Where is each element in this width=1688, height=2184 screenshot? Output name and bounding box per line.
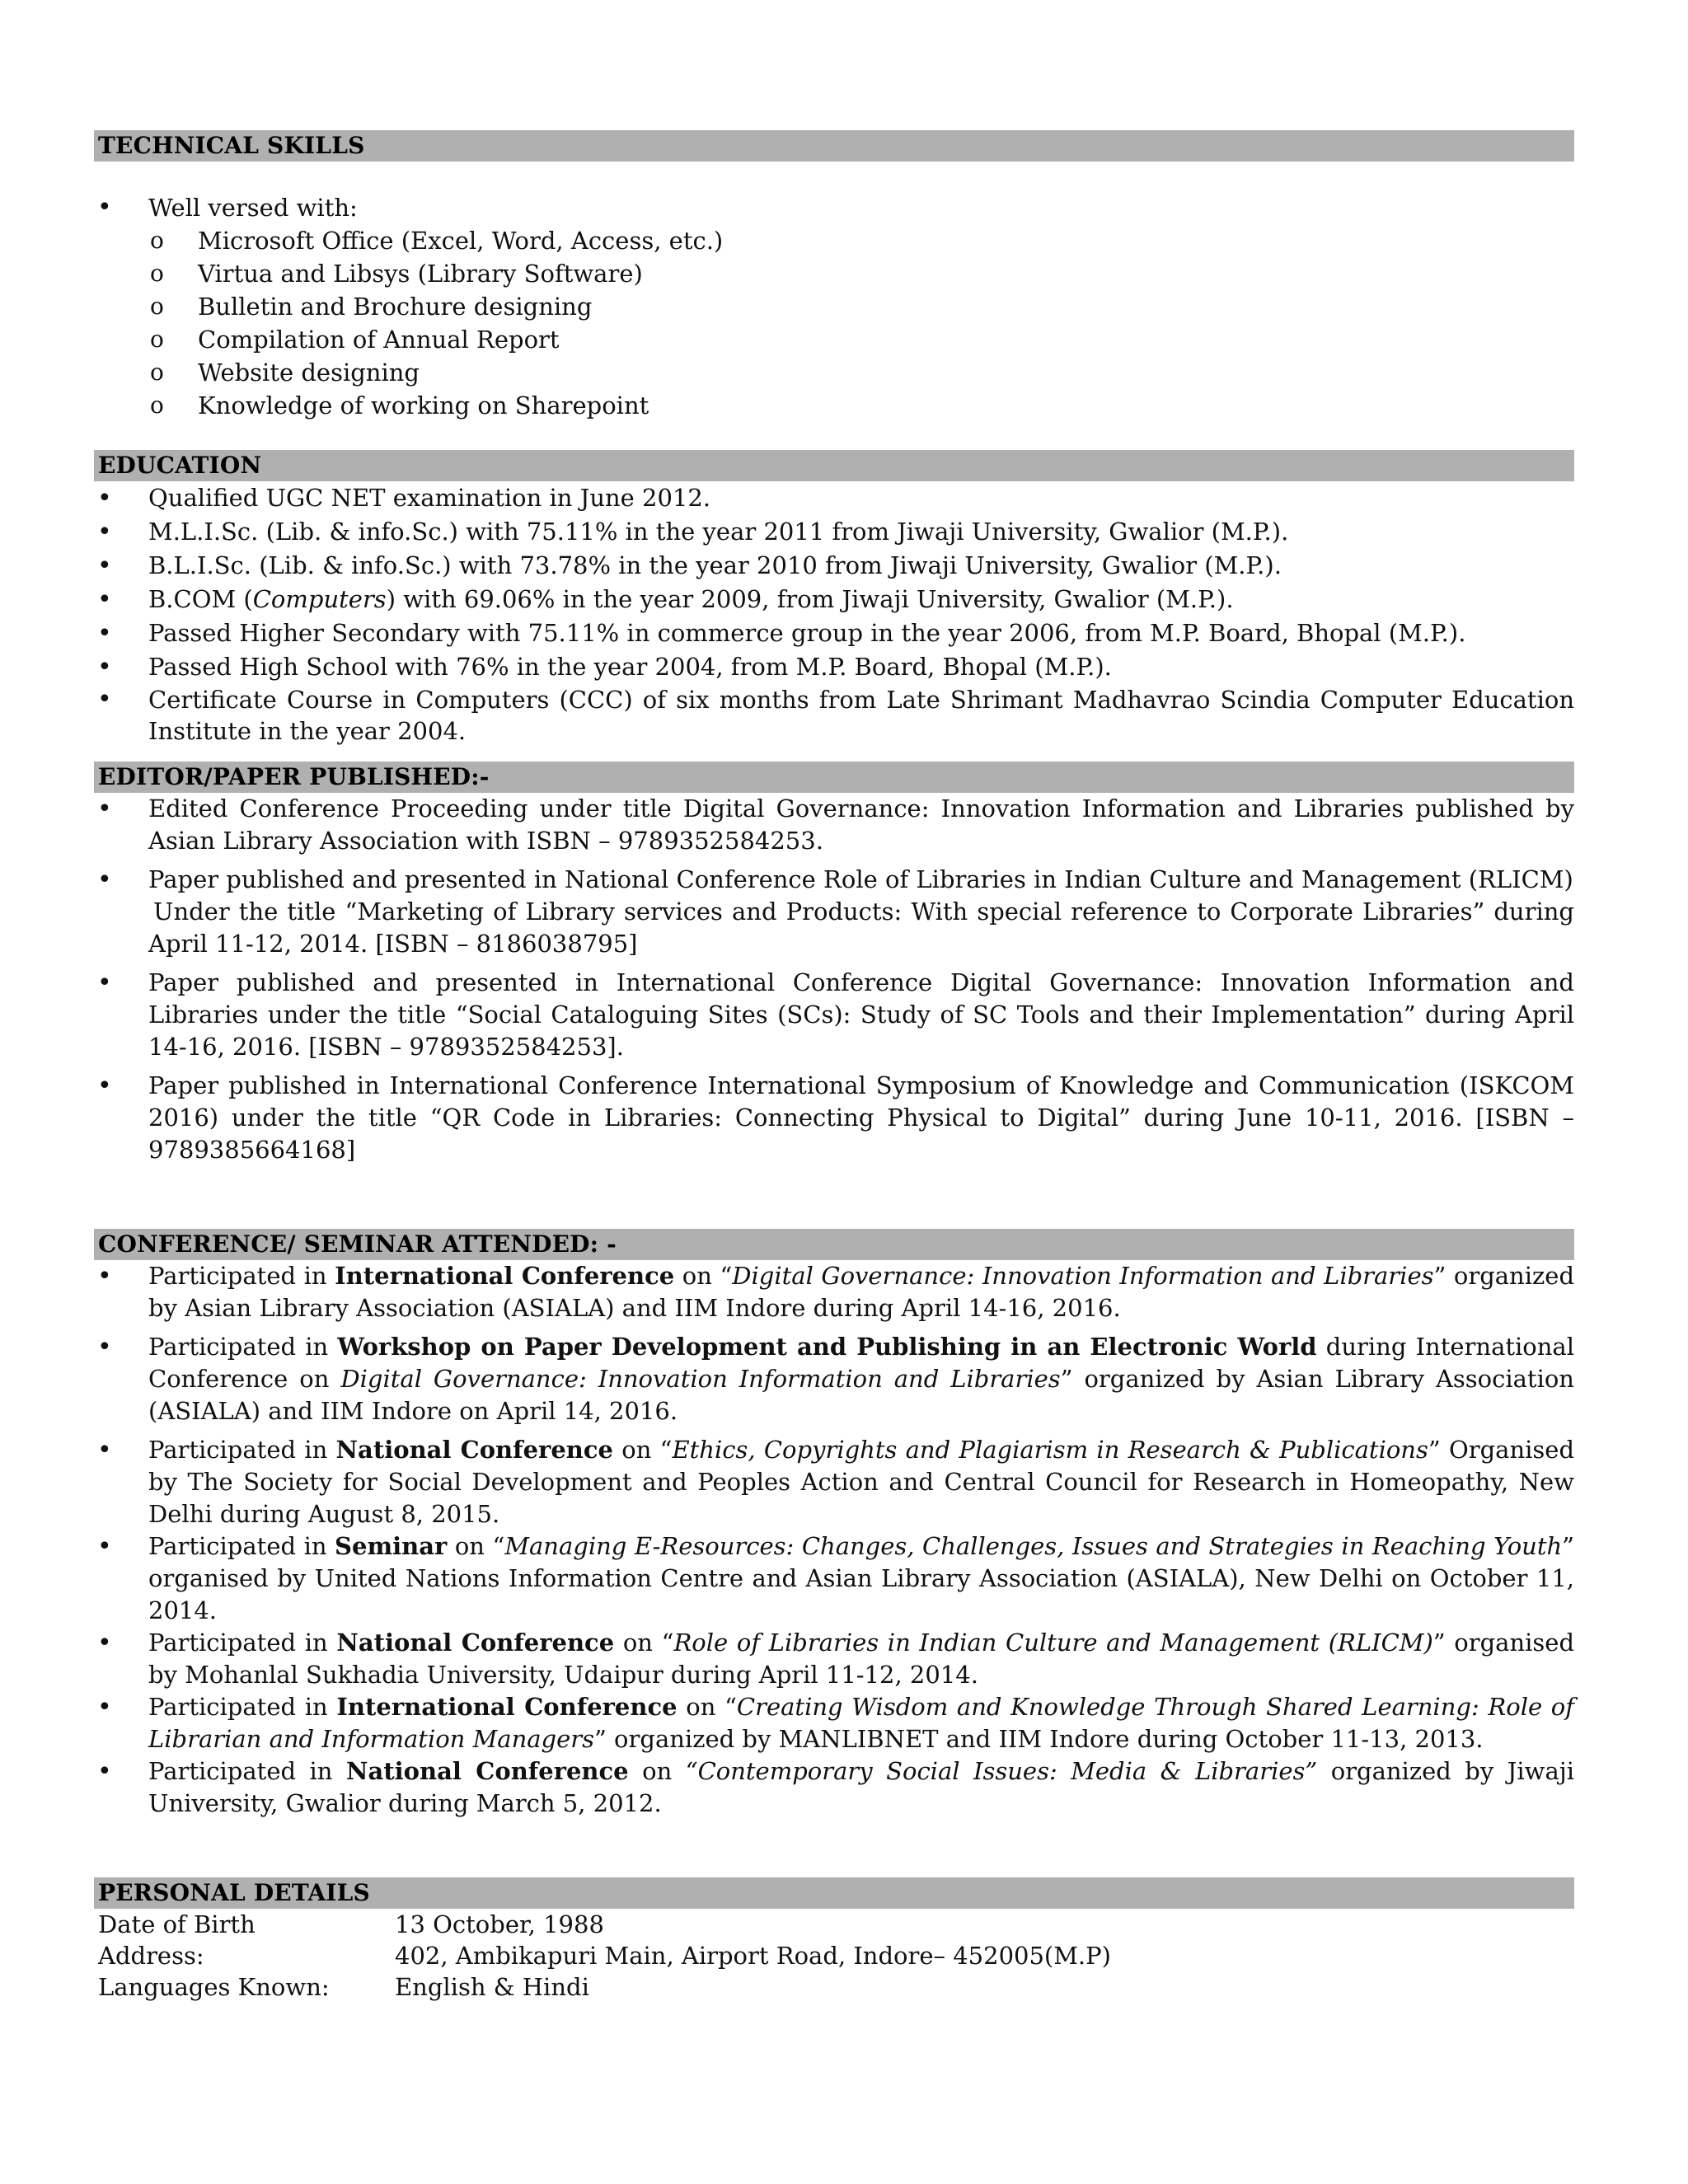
education-section xyxy=(94,450,1574,747)
list-item: • B.L.I.Sc. (Lib. & info.Sc.) with 73.78% in the year 2010 from Jiwaji University, Gwalior (M.P.). xyxy=(94,549,1574,583)
detail-label: Address: xyxy=(98,1942,204,1970)
section-header: PERSONAL DETAILS xyxy=(94,1877,1574,1909)
conference-section xyxy=(94,1229,1574,1820)
technical-skills-section xyxy=(94,130,1574,422)
detail-value: 13 October, 1988 xyxy=(395,1910,604,1938)
list-item: • Participated in National Conference on “Role of Libraries in Indian Culture and Management (RLICM)” organised by Mohanlal Sukhadia University, Udaipur during April 11-12, 2014. xyxy=(94,1627,1574,1691)
section-header: EDITOR/PAPER PUBLISHED:- xyxy=(94,762,1574,793)
conference-list xyxy=(94,1260,1574,1820)
skills-list xyxy=(94,191,1574,224)
personal-section xyxy=(94,1877,1574,2003)
list-item: • Participated in Workshop on Paper Development and Publishing in an Electronic World during International Conference on Digital Governance: Innovation Information and Libraries” organized by Asian Library Association (ASIALA) and IIM Indore on April 14, 2016. xyxy=(94,1331,1574,1427)
list-item: o Website designing xyxy=(94,356,1574,389)
detail-row xyxy=(94,1971,1574,2003)
detail-value: 402, Ambikapuri Main, Airport Road, Indore– 452005(M.P) xyxy=(395,1942,1111,1970)
list-item: • Edited Conference Proceeding under title Digital Governance: Innovation Information and Libraries published by Asian Library Association with ISBN – 9789352584253. xyxy=(94,793,1574,857)
list-item: o Bulletin and Brochure designing xyxy=(94,290,1574,323)
list-item: • Participated in International Conference on “Digital Governance: Innovation Information and Libraries” organized by Asian Library Association (ASIALA) and IIM Indore during April 14-16, 2016. xyxy=(94,1260,1574,1324)
education-list xyxy=(94,481,1574,747)
editor-section xyxy=(94,762,1574,1166)
list-item: • Paper published in International Conference International Symposium of Knowledge and Communication (ISKCOM 2016) under the title “QR Code in Libraries: Connecting Physical to Digital” during June 10-11, 2016. [ISBN – 9789385664168] xyxy=(94,1070,1574,1166)
list-item: • Passed Higher Secondary with 75.11% in commerce group in the year 2006, from M.P. Board, Bhopal (M.P.). xyxy=(94,616,1574,650)
list-item: • Passed High School with 76% in the year 2004, from M.P. Board, Bhopal (M.P.). xyxy=(94,650,1574,684)
list-item xyxy=(94,191,1574,224)
list-item: • B.COM (Computers) with 69.06% in the year 2009, from Jiwaji University, Gwalior (M.P.). xyxy=(94,583,1574,616)
detail-value: English & Hindi xyxy=(395,1973,589,2001)
list-item: • Paper published and presented in International Conference Digital Governance: Innovation Information and Libraries under the title “Social Cataloguing Sites (SCs): Study of SC Tools and their Implementation” during April 14-16, 2016. [ISBN – 9789352584253]. xyxy=(94,967,1574,1063)
list-item: • Certificate Course in Computers (CCC) of six months from Late Shrimant Madhavrao Scindia Computer Education Institute in the year 2004. xyxy=(94,684,1574,747)
skills-sublist xyxy=(94,224,1574,422)
detail-label: Languages Known: xyxy=(98,1973,330,2001)
resume-page xyxy=(94,130,1574,2003)
detail-row xyxy=(94,1940,1574,1971)
detail-label: Date of Birth xyxy=(98,1910,256,1938)
personal-details xyxy=(94,1909,1574,2003)
list-item: o Microsoft Office (Excel, Word, Access, etc.) xyxy=(94,224,1574,257)
list-item: • Participated in International Conference on “Creating Wisdom and Knowledge Through Shared Learning: Role of Librarian and Information Managers” organized by MANLIBNET and IIM Indore during October 11-13, 2013. xyxy=(94,1691,1574,1755)
list-item: o Virtua and Libsys (Library Software) xyxy=(94,257,1574,290)
section-header: CONFERENCE/ SEMINAR ATTENDED: - xyxy=(94,1229,1574,1260)
section-header: EDUCATION xyxy=(94,450,1574,481)
list-item: • Participated in National Conference on “Contemporary Social Issues: Media & Libraries” organized by Jiwaji University, Gwalior during March 5, 2012. xyxy=(94,1755,1574,1820)
section-header: TECHNICAL SKILLS xyxy=(94,130,1574,162)
list-item: • Qualified UGC NET examination in June 2012. xyxy=(94,481,1574,515)
list-item: o Knowledge of working on Sharepoint xyxy=(94,389,1574,422)
list-item: • Paper published and presented in National Conference Role of Libraries in Indian Culture and Management (RLICM) Under the title “Marketing of Library services and Products: With special reference to Corporate Libraries” during April 11-12, 2014. [ISBN – 8186038795] xyxy=(94,864,1574,960)
detail-row xyxy=(94,1909,1574,1940)
list-item: o Compilation of Annual Report xyxy=(94,323,1574,356)
list-item: • Participated in National Conference on “Ethics, Copyrights and Plagiarism in Research & Publications” Organised by The Society for Social Development and Peoples Action and Central Council for Research in Homeopathy, New Delhi during August 8, 2015. xyxy=(94,1434,1574,1530)
list-item: • Participated in Seminar on “Managing E-Resources: Changes, Challenges, Issues and Strategies in Reaching Youth” organised by United Nations Information Centre and Asian Library Association (ASIALA), New Delhi on October 11, 2014. xyxy=(94,1530,1574,1627)
skills-intro: Well versed with: xyxy=(148,194,358,222)
list-item: • M.L.I.Sc. (Lib. & info.Sc.) with 75.11% in the year 2011 from Jiwaji University, Gwalior (M.P.). xyxy=(94,515,1574,549)
editor-list xyxy=(94,793,1574,1166)
